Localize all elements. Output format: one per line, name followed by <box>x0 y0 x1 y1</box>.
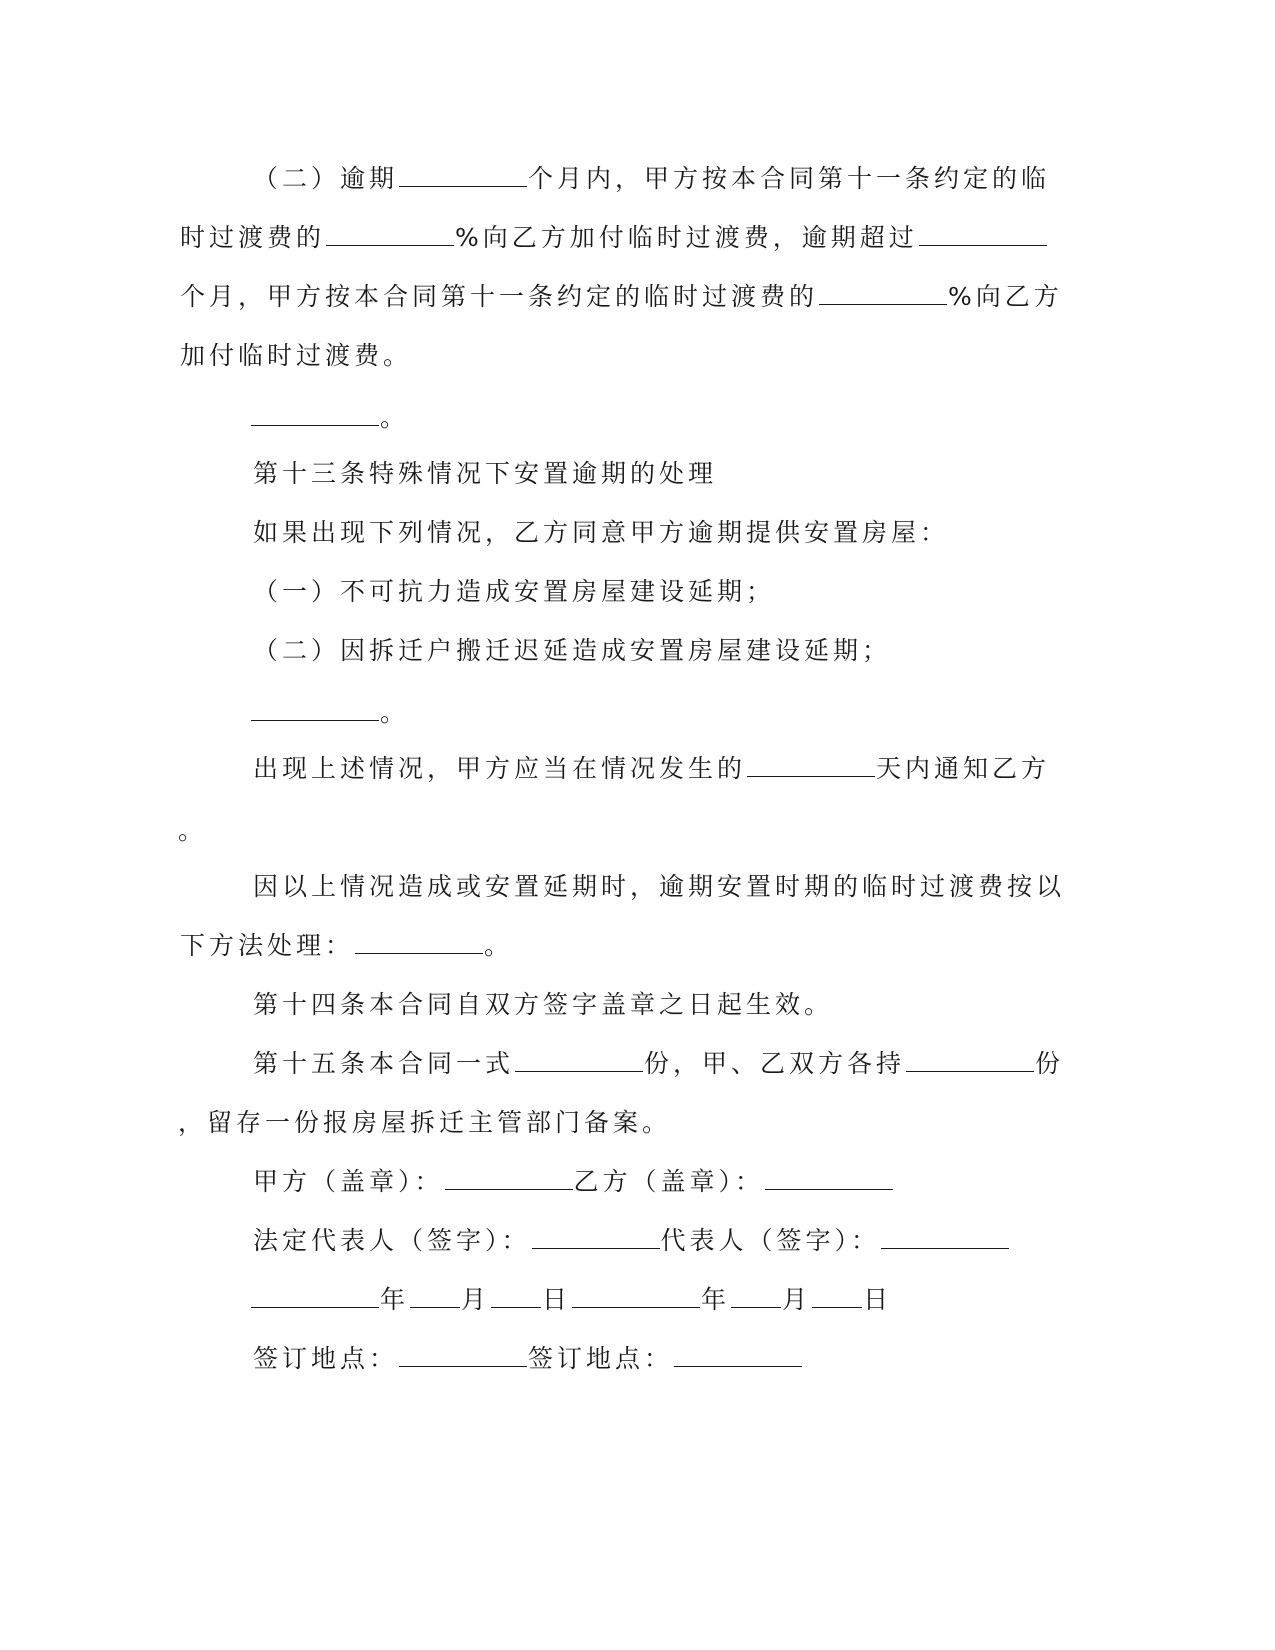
year-field[interactable] <box>572 1285 700 1308</box>
month-label: 月 <box>461 1285 491 1314</box>
location-label: 签订地点： <box>528 1344 674 1373</box>
clause-13-item-1 <box>253 575 775 609</box>
month-label: 月 <box>782 1285 812 1314</box>
text-segment: （二）因拆迁户搬迁迟延造成安置房屋建设延期； <box>253 636 892 665</box>
text-segment: 份，甲、乙双方各持 <box>644 1049 906 1078</box>
blank-field[interactable] <box>251 403 379 426</box>
signature-date-line <box>250 1283 892 1317</box>
month-field[interactable] <box>410 1285 460 1308</box>
text-segment: 下方法处理： <box>180 931 355 960</box>
signature-rep-line <box>253 1224 1010 1258</box>
year-field[interactable] <box>251 1285 379 1308</box>
blank-field[interactable] <box>251 698 379 721</box>
signing-location-line <box>253 1342 803 1376</box>
blank-field[interactable] <box>326 223 454 246</box>
day-field[interactable] <box>812 1285 862 1308</box>
blank-field[interactable] <box>515 1049 643 1072</box>
party-a-rep-label: 法定代表人（签字）： <box>253 1226 531 1255</box>
blank-field[interactable] <box>919 223 1047 246</box>
year-label: 年 <box>701 1285 731 1314</box>
party-a-seal-label: 甲方（盖章）： <box>253 1167 444 1196</box>
year-label: 年 <box>380 1285 410 1314</box>
day-label: 日 <box>863 1285 893 1314</box>
clause-12-blank-item <box>250 401 409 435</box>
location-field[interactable] <box>399 1344 527 1367</box>
clause-15-line-1 <box>253 1047 1064 1081</box>
location-label: 签订地点： <box>253 1344 399 1373</box>
clause-13-notice-line-2 <box>178 814 207 848</box>
text-segment: 个月，甲方按本合同第十一条约定的临时过渡费的 <box>180 282 819 311</box>
clause-13-item-2 <box>253 634 891 668</box>
text-segment: 。 <box>380 698 410 727</box>
party-a-seal-field[interactable] <box>445 1167 573 1190</box>
text-segment: 时过渡费的 <box>180 223 326 252</box>
text-segment: （二）逾期 <box>253 164 399 193</box>
text-segment: %向乙方加付临时过渡费，逾期超过 <box>455 223 918 252</box>
party-b-seal-field[interactable] <box>765 1167 893 1190</box>
clause-13-fee-line-2 <box>180 929 513 963</box>
clause-12-item-2-line-4 <box>180 339 412 373</box>
signature-seal-line <box>253 1165 894 1199</box>
text-segment: 加付临时过渡费。 <box>180 341 413 370</box>
blank-field[interactable] <box>819 282 947 305</box>
clause-14 <box>253 988 833 1022</box>
clause-15-line-2 <box>178 1106 671 1140</box>
day-label: 日 <box>542 1285 572 1314</box>
location-field[interactable] <box>674 1344 802 1367</box>
blank-field[interactable] <box>399 164 527 187</box>
text-segment: 天内通知乙方 <box>876 754 1051 783</box>
text-segment: 因以上情况造成或安置延期时，逾期安置时期的临时过渡费按以 <box>253 872 1066 901</box>
clause-13-heading <box>253 457 717 491</box>
clause-13-notice-line-1 <box>253 752 1050 786</box>
blank-field[interactable] <box>906 1049 1034 1072</box>
clause-13-blank-item <box>250 696 409 730</box>
text-segment: 。 <box>380 403 410 432</box>
text-segment: 第十三条特殊情况下安置逾期的处理 <box>253 459 718 488</box>
text-segment: 第十四条本合同自双方签字盖章之日起生效。 <box>253 990 834 1019</box>
text-segment: 个月内，甲方按本合同第十一条约定的临 <box>528 164 1051 193</box>
text-segment: 份 <box>1035 1049 1065 1078</box>
text-segment: 出现上述情况，甲方应当在情况发生的 <box>253 754 747 783</box>
clause-13-intro <box>253 516 949 550</box>
blank-field[interactable] <box>747 754 875 777</box>
blank-field[interactable] <box>355 931 483 954</box>
text-segment: %向乙方 <box>948 282 1063 311</box>
month-field[interactable] <box>731 1285 781 1308</box>
text-segment: 。 <box>484 931 514 960</box>
clause-12-item-2-line-3 <box>180 280 1063 314</box>
clause-13-fee-line-1 <box>253 870 1065 904</box>
text-segment: （一）不可抗力造成安置房屋建设延期； <box>253 577 776 606</box>
party-b-rep-field[interactable] <box>881 1226 1009 1249</box>
clause-12-item-2-line-2 <box>180 221 1048 255</box>
day-field[interactable] <box>491 1285 541 1308</box>
party-b-rep-label: 代表人（签字）： <box>660 1226 881 1255</box>
party-a-rep-field[interactable] <box>532 1226 660 1249</box>
text-segment: 。 <box>178 816 208 845</box>
clause-12-item-2-line-1 <box>253 162 1050 196</box>
text-segment: ，留存一份报房屋拆迁主管部门备案。 <box>178 1108 672 1137</box>
text-segment: 如果出现下列情况，乙方同意甲方逾期提供安置房屋： <box>253 518 950 547</box>
party-b-seal-label: 乙方（盖章）： <box>573 1167 765 1196</box>
text-segment: 第十五条本合同一式 <box>253 1049 515 1078</box>
